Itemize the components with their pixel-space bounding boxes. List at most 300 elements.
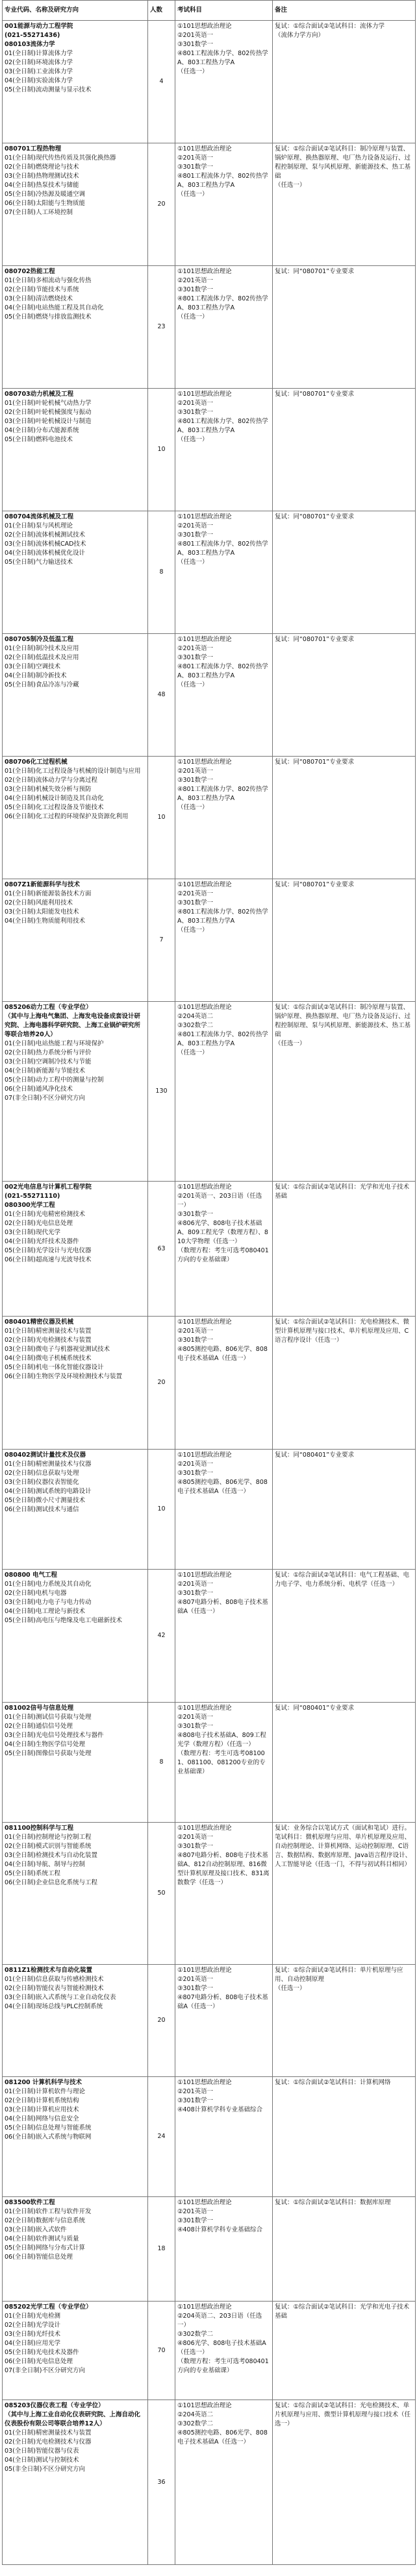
- exam-subject: ②201英语一: [177, 154, 214, 162]
- exam-subject: ③301数学一: [177, 2097, 214, 2104]
- research-direction: 06(全日制)企业信息化系统与工程: [5, 1879, 98, 1886]
- major-title: 0807Z1新能源科学与技术: [5, 881, 80, 888]
- subjects-cell: [175, 1317, 273, 1450]
- note-cell: [273, 1450, 416, 1570]
- research-direction: 02(全日制)叶轮机械强度与振动: [5, 409, 92, 416]
- major-cell: [3, 1450, 148, 1570]
- research-direction: 05(全日制)气力输送技术: [5, 559, 73, 566]
- research-direction: 04(全日制)网络与信息安全: [5, 2115, 79, 2122]
- table-row: [3, 1002, 416, 1182]
- research-direction: 02(全日制)光电检测技术与装置: [5, 1337, 92, 1344]
- research-direction: 04(全日制)微电子机械系统技术: [5, 1355, 92, 1362]
- research-direction: 05(非全日制)不区分研究方向: [5, 2466, 86, 2473]
- count-cell: 70: [148, 2302, 175, 2400]
- research-direction: 01(全日制)多相流动与强化传热: [5, 277, 92, 284]
- count-cell: 20: [148, 143, 175, 266]
- note-text: 复试：同“080701”专业要求: [275, 268, 355, 275]
- exam-subject: ④806光学、808电子技术基础A（任选一）: [177, 2340, 266, 2356]
- major-cell: [3, 2302, 148, 2400]
- table-row: [3, 757, 416, 879]
- research-direction: 06(全日制)嵌入式系统与物联网: [5, 2133, 92, 2141]
- research-direction: 04(全日制)光纤技术及器件: [5, 1238, 79, 1245]
- research-direction: 05(全日制)机电一体化智能仪器设计: [5, 1364, 104, 1371]
- research-direction: 03(全日制)光纤技术: [5, 2331, 61, 2338]
- research-direction: 03(全日制)流体机械CAD技术: [5, 541, 86, 548]
- research-direction: 05(全日制)图像信号获取与处理: [5, 1750, 92, 1757]
- major-cell: [3, 879, 148, 1002]
- subjects-cell: [175, 266, 273, 389]
- exam-subject: ③301数学一: [177, 164, 214, 171]
- exam-subject: （任选一）: [177, 1049, 208, 1056]
- note-cell: [273, 879, 416, 1002]
- subjects-cell: [175, 21, 273, 143]
- note-cell: [273, 1703, 416, 1823]
- research-direction: 04(全日制)分布式能源系统: [5, 427, 79, 434]
- table-row: [3, 1823, 416, 1965]
- note-text: 复试：①综合面试②笔试科目：光学和光电子技术基础: [275, 1184, 410, 1200]
- subjects-cell: [175, 1570, 273, 1703]
- note-cell: [273, 1570, 416, 1703]
- research-direction: 02(全日制)风能利用技术: [5, 899, 73, 906]
- note-cell: [273, 389, 416, 511]
- exam-subject: ③301数学一: [177, 409, 214, 416]
- major-cell: [3, 143, 148, 266]
- major-title: 080703动力机械及工程: [5, 391, 74, 398]
- research-direction: 04(全日制)机械设计制造及其自动化: [5, 795, 104, 802]
- note-text: 复试：同“080701”专业要求: [275, 513, 355, 520]
- exam-subject: ③301数学一: [177, 531, 214, 539]
- count-cell: 42: [148, 1570, 175, 1703]
- exam-subject: ①101思想政治理论: [177, 2199, 232, 2206]
- research-direction: 02(全日制)计算机系统结构: [5, 2097, 79, 2104]
- count-cell: 36: [148, 2400, 175, 2565]
- major-title: 080103流体力学: [5, 41, 55, 48]
- exam-subject: ①101思想政治理论: [177, 759, 232, 766]
- major-cell: [3, 1570, 148, 1703]
- research-direction: 03(全日制)工业流体力学: [5, 68, 73, 75]
- research-direction: 02(全日制)光电检测技术与仪器: [5, 2438, 92, 2446]
- count-cell: 18: [148, 2197, 175, 2302]
- research-direction: 01(全日制)光电检测: [5, 2313, 61, 2320]
- exam-subject: （任选一）: [177, 191, 208, 198]
- note-text: 复试：①综合面试②笔试科目：制冷原理与装置、锅炉原理、换热器原理、电厂热力设备及运行、过程控制原理、泵与风机原理、新能源技术、热工基础: [275, 1004, 411, 1038]
- major-title: 080800 电气工程: [5, 1572, 57, 1579]
- note-text: 复试：同“080701”专业要求: [275, 391, 355, 398]
- subjects-cell: [175, 1450, 273, 1570]
- note-cell: [273, 757, 416, 879]
- subjects-cell: [175, 757, 273, 879]
- research-direction: 05(全日制)动力工程中的测量与控制: [5, 1076, 104, 1084]
- research-direction: 03(全日制)计算机应用技术: [5, 2106, 79, 2113]
- note-text: 复试：①综合面试②笔试科目：计算机网络: [275, 2079, 391, 2086]
- note-text: 复试：①综合面试②笔试科目：单片机原理与应用、自动控制原理: [275, 1967, 403, 1983]
- note-text: （流体力学方向）: [275, 32, 325, 39]
- research-direction: 02(全日制)环境流体力学: [5, 59, 73, 66]
- exam-subject: ②201英语一: [177, 1834, 214, 1841]
- research-direction: 07(非全日制)不区分研究方向: [5, 1095, 86, 1102]
- count-cell: 63: [148, 1182, 175, 1317]
- exam-subject: ①101思想政治理论: [177, 145, 232, 152]
- table-row: [3, 2197, 416, 2302]
- note-cell: [273, 1823, 416, 1965]
- major-cell: [3, 1002, 148, 1182]
- note-cell: [273, 634, 416, 757]
- exam-subject: ④801工程流体力学、802传热学A、803工程热力学A: [177, 50, 268, 66]
- research-direction: 01(全日制)测试信号获取与处理: [5, 1714, 92, 1721]
- exam-subject: ②201英语一: [177, 1328, 214, 1335]
- table-row: [3, 2077, 416, 2197]
- exam-subject: ②201英语一: [177, 768, 214, 775]
- research-direction: 05(全日制)高电压与绝缘及电工电磁新技术: [5, 1617, 123, 1624]
- exam-subject: ①101思想政治理论: [177, 1318, 232, 1326]
- research-direction: 01(全日制)计算机软件与理论: [5, 2088, 86, 2095]
- note-cell: [273, 1317, 416, 1450]
- count-cell: 20: [148, 1317, 175, 1450]
- major-title: 080702热能工程: [5, 268, 55, 275]
- major-cell: [3, 1182, 148, 1317]
- note-text: 复试：①综合面试②笔试科目：流体力学: [275, 23, 385, 30]
- table-row: [3, 634, 416, 757]
- research-direction: 03(全日制)智能仪器与仪表: [5, 2448, 79, 2455]
- note-cell: [273, 21, 416, 143]
- exam-subject: ①101思想政治理论: [177, 1452, 232, 1459]
- research-direction: 01(全日制)精密测量技术与装置: [5, 2429, 92, 2436]
- research-direction: 01(全日制)电力系统及其自动化: [5, 1581, 92, 1588]
- exam-subject: ④801工程流体力学、802传热学A、803工程热力学A: [177, 908, 268, 925]
- exam-subject: ③301数学一: [177, 1590, 214, 1597]
- major-cell: [3, 21, 148, 143]
- subjects-cell: [175, 1703, 273, 1823]
- exam-subject: ③301数学一: [177, 2217, 214, 2224]
- major-title: 085206动力工程（专业学位）: [5, 1004, 92, 1011]
- table-row: [3, 1703, 416, 1823]
- research-direction: 02(全日制)模式识别与智能系统: [5, 1843, 92, 1850]
- note-cell: [273, 2197, 416, 2302]
- count-cell: 10: [148, 389, 175, 511]
- exam-subject: ③301数学一: [177, 286, 214, 293]
- research-direction: 05(全日制)光学设计与光电仪器: [5, 1247, 92, 1254]
- research-direction: 04(全日制)电工理论与新技术: [5, 1608, 86, 1615]
- exam-subject: ③302数学二: [177, 2420, 214, 2427]
- research-direction: 05(全日制)食品冷冻与冷藏: [5, 681, 79, 688]
- major-title: 085202光学工程（专业学位）: [5, 2303, 92, 2311]
- research-direction: 03(全日制)热物理测试技术: [5, 173, 79, 180]
- count-cell: 50: [148, 1823, 175, 1965]
- research-direction: 04(全日制)新能源与节能技术: [5, 1067, 86, 1075]
- research-direction: 05(全日制)微小尺寸测量技术: [5, 1497, 86, 1504]
- subjects-cell: [175, 1002, 273, 1182]
- table-row: [3, 1965, 416, 2077]
- exam-subject: ④805测控电路、806光学、808电子技术基础A（任选一）: [177, 2429, 268, 2446]
- major-title: 083500软件工程: [5, 2199, 55, 2206]
- major-title: 002光电信息与计算机工程学院: [5, 1184, 92, 1191]
- count-cell: 24: [148, 2077, 175, 2197]
- major-cell: [3, 2197, 148, 2302]
- exam-subject: ④801工程流体力学、802传热学A、803工程热力学A: [177, 1031, 268, 1047]
- table-row: [3, 1570, 416, 1703]
- research-direction: 02(全日制)低温技术及应用: [5, 654, 79, 661]
- note-cell: [273, 2302, 416, 2400]
- research-direction: 02(全日制)流体机械测试技术: [5, 531, 86, 539]
- research-direction: 01(全日制)叶轮机械气动热力学: [5, 400, 92, 407]
- research-direction: 04(全日制)实验流体力学: [5, 77, 73, 84]
- exam-subject: ②201英语一: [177, 2208, 214, 2215]
- exam-subject: ①101思想政治理论: [177, 1825, 232, 1832]
- table-row: [3, 1182, 416, 1317]
- research-direction: 01(全日制)制冷技术及应用: [5, 645, 79, 652]
- research-direction: 06(全日制)通风净化技术: [5, 1086, 73, 1093]
- major-title: 0811Z1检测技术与自动化装置: [5, 1967, 92, 1974]
- exam-subject: ②201英语一: [177, 1461, 214, 1468]
- header-subjects: 考试科目: [175, 1, 273, 21]
- exam-subject: ①101思想政治理论: [177, 1572, 232, 1579]
- count-cell: 20: [148, 1965, 175, 2077]
- research-direction: 02(全日制)数据库与信息系统: [5, 2217, 86, 2224]
- exam-subject: ④408计算机学科专业基础综合: [177, 2106, 263, 2113]
- admissions-table: [2, 0, 416, 2565]
- research-direction: 04(全日制)流体机械优化设计: [5, 550, 86, 557]
- exam-subject: ③301数学一: [177, 41, 214, 48]
- exam-subject: ②204英语二: [177, 1013, 214, 1020]
- note-cell: [273, 511, 416, 634]
- research-direction: 04(全日制)现场总线与PLC控制系统: [5, 2003, 103, 2010]
- research-direction: 02(全日制)通信信号处理: [5, 1723, 73, 1730]
- research-direction: 05(全日制)系统工程: [5, 1870, 61, 1877]
- exam-subject: ①101思想政治理论: [177, 881, 232, 888]
- exam-subject: ①101思想政治理论: [177, 1967, 232, 1974]
- research-direction: 01(全日制)新能源装备技术方面: [5, 890, 92, 897]
- research-direction: 02(全日制)智能仪表与智能检测技术: [5, 1985, 104, 1992]
- major-cell: [3, 511, 148, 634]
- count-cell: 8: [148, 1703, 175, 1823]
- major-title: 080300光学工程: [5, 1202, 55, 1209]
- research-direction: 07(非全日制)不区分研究方向: [5, 2367, 86, 2374]
- exam-subject: ①101思想政治理论: [177, 23, 232, 30]
- research-direction: 04(全日制)制冷新技术: [5, 672, 67, 679]
- exam-subject: （任选一）: [177, 559, 208, 566]
- table-row: [3, 143, 416, 266]
- research-direction: 03(全日制)现代光学: [5, 1229, 61, 1236]
- exam-subject: ④807电路分析、808电子技术基础A（任选一）: [177, 1994, 268, 2010]
- count-cell: 4: [148, 21, 175, 143]
- major-title: （其中与上海电气集团、上海发电设备成套设计研究院、上海电器科学研究院、上海工业锅炉研究所等联合培养20人）: [5, 1013, 141, 1038]
- subjects-cell: [175, 2197, 273, 2302]
- research-direction: 03(全日制)检测技术与自动化装置: [5, 1852, 98, 1859]
- research-direction: 04(全日制)生物质能利用技术: [5, 917, 86, 925]
- table-row: [3, 266, 416, 389]
- count-cell: 8: [148, 511, 175, 634]
- exam-subject: ①101思想政治理论: [177, 513, 232, 520]
- subjects-cell: [175, 389, 273, 511]
- exam-subject: （任选一）: [177, 804, 208, 811]
- subjects-cell: [175, 1965, 273, 2077]
- research-direction: 06(全日制)太阳能与生物质能: [5, 200, 86, 207]
- research-direction: 02(全日制)光电信息处理: [5, 1220, 73, 1227]
- exam-subject: ①101思想政治理论: [177, 1184, 232, 1191]
- exam-subject: ②201英语一: [177, 400, 214, 407]
- exam-subject: ④807电路分析、808电子技术基础A（任选一）: [177, 1599, 268, 1615]
- research-direction: 04(全日制)热泵技术与储能: [5, 182, 79, 189]
- research-direction: 01(全日制)化工过程设备与机械的设计制造与应用: [5, 768, 141, 775]
- note-text: 复试：业务综合以笔试方式（面试和笔试）进行。笔试科目：微机原理与应用、单片机原理及应用、自动控制理论、计算机网络、运动控制原理、C语言、数据结构、数据库原理、Java语言程序设计、人工智能导论（任选一门，不得与初试科目相同）: [275, 1825, 412, 1868]
- research-direction: 02(全日制)热力系统分析与评价: [5, 1049, 92, 1056]
- count-cell: 23: [148, 266, 175, 389]
- exam-subject: （任选一）: [177, 436, 208, 443]
- exam-subject: ④408计算机学科专业基础综合: [177, 2226, 263, 2233]
- research-direction: 01(全日制)电站热能工程与环境保护: [5, 1040, 104, 1047]
- count-cell: 10: [148, 757, 175, 879]
- exam-subject: ②201英语一: [177, 32, 214, 39]
- research-direction: 06(全日制)测试技术与通信: [5, 1506, 79, 1513]
- research-direction: 06(全日制)生物医学及环境检测技术与装置: [5, 1373, 123, 1380]
- research-direction: 04(全日制)应用光学: [5, 2340, 61, 2347]
- research-direction: 03(全日制)仪器仪表智能化: [5, 1479, 79, 1486]
- exam-subject: ①101思想政治理论: [177, 2303, 232, 2311]
- research-direction: 02(全日制)光学设计: [5, 2322, 61, 2329]
- research-direction: 06(全日制)超高速与光波导技术: [5, 1256, 92, 1263]
- research-direction: 05(全日制)冷热源及暖通空调: [5, 191, 86, 198]
- major-cell: [3, 757, 148, 879]
- table-row: [3, 389, 416, 511]
- research-direction: 05(全日制)信息处理与智能系统: [5, 2124, 92, 2132]
- major-title: 080701工程热物理: [5, 145, 62, 152]
- note-text: 复试：①综合面试②笔试科目：光电检测技术、单片机原理与应用、微型计算机原理与接口技术（任选一）: [275, 2402, 411, 2427]
- major-cell: [3, 266, 148, 389]
- major-title: 001能源与动力工程学院: [5, 23, 73, 30]
- note-cell: [273, 2077, 416, 2197]
- major-cell: [3, 1823, 148, 1965]
- note-text: 复试：①综合面试②笔试科目：光学和光电子技术基础: [275, 2303, 410, 2320]
- exam-subject: ③301数学一: [177, 899, 214, 906]
- exam-subject: ①101思想政治理论: [177, 391, 232, 398]
- research-direction: 03(全日制)机械失效分析与预防: [5, 786, 92, 793]
- table-row: [3, 21, 416, 143]
- subjects-cell: [175, 2400, 273, 2565]
- subjects-cell: [175, 2077, 273, 2197]
- note-text: 复试：同“080701”专业要求: [275, 759, 355, 766]
- subjects-cell: [175, 879, 273, 1002]
- note-text: 复试：同“080401”专业要求: [275, 1705, 355, 1712]
- research-direction: 03(全日制)电力电子与电力传动: [5, 1599, 92, 1606]
- subjects-cell: [175, 143, 273, 266]
- research-direction: 02(全日制)燃烧理论与技术: [5, 164, 79, 171]
- subjects-cell: [175, 511, 273, 634]
- major-cell: [3, 389, 148, 511]
- note-text: （任选一）: [275, 1985, 306, 1992]
- exam-subject: ②201英语一: [177, 1976, 214, 1983]
- research-direction: 01(全日制)精密测量技术与装置: [5, 1328, 92, 1335]
- major-title: （其中与上海工业自动化仪表研究院、上海自动化仪表股份有限公司等联合培养12人）: [5, 2411, 141, 2427]
- table-row: [3, 2302, 416, 2400]
- count-cell: 10: [148, 1450, 175, 1570]
- exam-subject: ①101思想政治理论: [177, 268, 232, 275]
- major-cell: [3, 634, 148, 757]
- research-direction: 05(全日制)流动测量与显示技术: [5, 86, 92, 93]
- research-direction: 03(全日制)空调制冷技术与节能: [5, 1058, 92, 1065]
- research-direction: 01(全日制)泵与风机理论: [5, 522, 73, 529]
- research-direction: 03(全日制)太阳能发电技术: [5, 908, 79, 916]
- note-text: （任选一）: [275, 1040, 306, 1047]
- exam-subject: ④801工程流体力学、802传热学A、803工程热力学A: [177, 295, 268, 311]
- subjects-cell: [175, 1823, 273, 1965]
- table-row: [3, 511, 416, 634]
- research-direction: 01(全日制)精密测量技术与仪器: [5, 1461, 92, 1468]
- exam-subject: ③302数学二: [177, 1022, 214, 1029]
- exam-subject: ④805测控电路、806光学、808电子技术基础A（任选一）: [177, 1479, 268, 1495]
- count-cell: 130: [148, 1002, 175, 1182]
- major-title: 080706化工过程机械: [5, 759, 68, 766]
- research-direction: 03(全日制)嵌入式软件: [5, 2226, 67, 2233]
- major-title: (021-55271110): [5, 1193, 60, 1200]
- note-cell: [273, 1002, 416, 1182]
- major-title: 080401精密仪器及机械: [5, 1318, 74, 1326]
- table-row: [3, 879, 416, 1002]
- exam-subject: ③301数学一: [177, 1211, 214, 1218]
- major-cell: [3, 2077, 148, 2197]
- exam-subject: ①101思想政治理论: [177, 636, 232, 643]
- exam-subject: ④801工程流体力学、802传热学A、803工程热力学A: [177, 418, 268, 434]
- exam-subject: ③301数学一: [177, 1843, 214, 1850]
- research-direction: 03(全日制)空调技术: [5, 663, 61, 670]
- research-direction: 04(全日制)生物医学信号处理: [5, 1741, 86, 1748]
- table-header-row: [3, 1, 416, 21]
- exam-subject: ①101思想政治理论: [177, 1004, 232, 1011]
- exam-subject: ②201英语一: [177, 890, 214, 897]
- major-title: 081100控制科学与工程: [5, 1825, 74, 1832]
- exam-subject: ③301数学一: [177, 777, 214, 784]
- note-cell: [273, 2400, 416, 2565]
- exam-subject: ②201英语一: [177, 1714, 214, 1721]
- major-title: 080705制冷及低温工程: [5, 636, 74, 643]
- research-direction: 06(全日制)化工过程的环境保护及资源化利用: [5, 813, 129, 820]
- major-cell: [3, 1703, 148, 1823]
- research-direction: 02(全日制)信息获取与处理: [5, 1470, 79, 1477]
- research-direction: 03(全日制)光电信号处理技术与器件: [5, 1732, 104, 1739]
- subjects-cell: [175, 634, 273, 757]
- exam-subject: ②204英语二、203日语（任选一）: [177, 2313, 262, 2329]
- research-direction: 06(全日制)光电信息处理: [5, 2358, 73, 2365]
- exam-subject: ④808电子技术基础A、809工程光学（数理方程）（任选一）: [177, 1732, 266, 1748]
- major-title: 081200 计算机科学与技术: [5, 2079, 82, 2086]
- research-direction: 04(全日制)导航、制导与控制: [5, 1861, 86, 1868]
- exam-subject: ②201英语一: [177, 522, 214, 529]
- major-cell: [3, 1317, 148, 1450]
- research-direction: 03(全日制)嵌入式系统与工业自动化仪表: [5, 1994, 116, 2001]
- research-direction: 06(全日制)智能信息处理: [5, 2254, 73, 2261]
- note-text: （任选一）: [275, 182, 306, 189]
- exam-subject: ②201英语一: [177, 2088, 214, 2095]
- exam-subject: （任选一）: [177, 927, 208, 934]
- exam-subject: ①101思想政治理论: [177, 1705, 232, 1712]
- major-cell: [3, 1965, 148, 2077]
- research-direction: 01(全日制)控制理论与控制工程: [5, 1834, 92, 1841]
- research-direction: 01(全日制)计算流体力学: [5, 50, 73, 57]
- exam-subject: ③301数学一: [177, 1470, 214, 1477]
- exam-subject: ④801工程流体力学、802传热学A、803工程热力学A: [177, 663, 268, 679]
- header-note: 备注: [273, 1, 416, 21]
- note-text: 复试：①综合面试②笔试科目：制冷原理与装置、锅炉原理、换热器原理、电厂热力设备及运行、过程控制原理、泵与风机原理、新能源技术、热工基础: [275, 145, 411, 180]
- exam-subject: ④801工程流体力学、802传热学A、803工程热力学A: [177, 786, 268, 802]
- exam-subject: ③301数学一: [177, 1337, 214, 1344]
- major-title: 080704流体机械及工程: [5, 513, 74, 520]
- exam-subject: （数理方程：考生可选考081001、081100、081200专业的专业基础课）: [177, 1750, 266, 1775]
- exam-subject: （任选一）: [177, 313, 208, 321]
- note-cell: [273, 266, 416, 389]
- research-direction: 05(全日制)化工过程设备及节能技术: [5, 804, 104, 811]
- exam-subject: ②201英语一、203日语（任选一）: [177, 1193, 262, 1209]
- count-cell: 7: [148, 879, 175, 1002]
- research-direction: 01(全日制)现代传热传质及其强化换热器: [5, 154, 116, 162]
